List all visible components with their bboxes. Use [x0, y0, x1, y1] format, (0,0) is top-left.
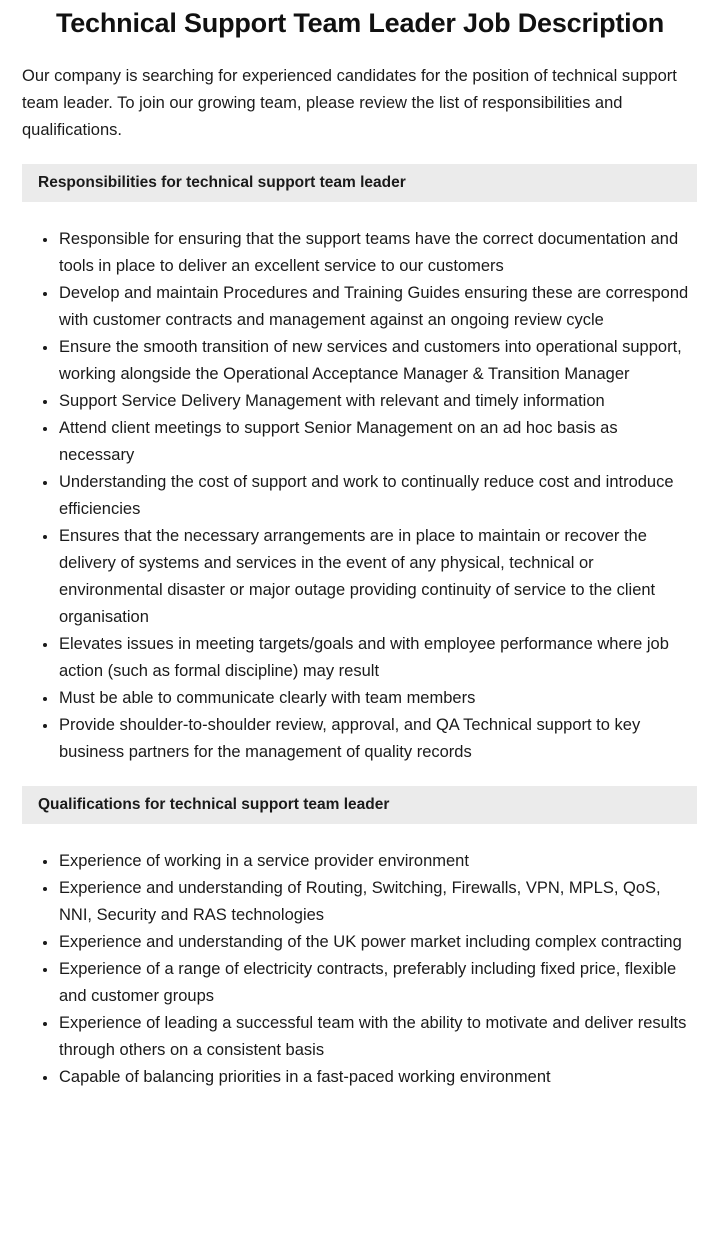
responsibilities-list: [0, 226, 720, 766]
list-item: Support Service Delivery Management with relevant and timely information: [0, 388, 720, 415]
list-item: Responsible for ensuring that the support teams have the correct documentation and tools in place to deliver an excellent service to our customers: [0, 226, 720, 280]
intro-paragraph: Our company is searching for experienced candidates for the position of technical support team leader. To join our growing team, please review the list of responsibilities and qualifications.: [22, 67, 677, 139]
list-item: Experience of working in a service provider environment: [0, 848, 720, 875]
list-item: Attend client meetings to support Senior Management on an ad hoc basis as necessary: [0, 415, 720, 469]
list-item: Develop and maintain Procedures and Training Guides ensuring these are correspond with customer contracts and management against an ongoing review cycle: [0, 280, 720, 334]
qualifications-list: [0, 848, 720, 1091]
list-item: Ensures that the necessary arrangements are in place to maintain or recover the delivery of systems and services in the event of any physical, technical or environmental disaster or major outage providing continuity of service to the client organisation: [0, 523, 720, 631]
list-item: Ensure the smooth transition of new services and customers into operational support, working alongside the Operational Acceptance Manager & Transition Manager: [0, 334, 720, 388]
list-item: Experience and understanding of the UK power market including complex contracting: [0, 929, 720, 956]
list-item: Experience of leading a successful team with the ability to motivate and deliver results through others on a consistent basis: [0, 1010, 720, 1064]
page-bottom-spacer: [0, 1091, 720, 1109]
list-item: Provide shoulder-to-shoulder review, approval, and QA Technical support to key business partners for the management of quality records: [0, 712, 720, 766]
section-heading-qualifications: Qualifications for technical support team leader: [22, 786, 697, 824]
list-item: Experience and understanding of Routing, Switching, Firewalls, VPN, MPLS, QoS, NNI, Security and RAS technologies: [0, 875, 720, 929]
list-item: Experience of a range of electricity contracts, preferably including fixed price, flexible and customer groups: [0, 956, 720, 1010]
list-item: Must be able to communicate clearly with team members: [0, 685, 720, 712]
section-qualifications: [0, 786, 720, 1091]
list-item: Understanding the cost of support and work to continually reduce cost and introduce efficiencies: [0, 469, 720, 523]
section-responsibilities: [0, 164, 720, 766]
list-item: Elevates issues in meeting targets/goals and with employee performance where job action (such as formal discipline) may result: [0, 631, 720, 685]
section-heading-responsibilities: Responsibilities for technical support team leader: [22, 164, 697, 202]
page-title: Technical Support Team Leader Job Description: [55, 8, 665, 38]
list-item: Capable of balancing priorities in a fast-paced working environment: [0, 1064, 720, 1091]
